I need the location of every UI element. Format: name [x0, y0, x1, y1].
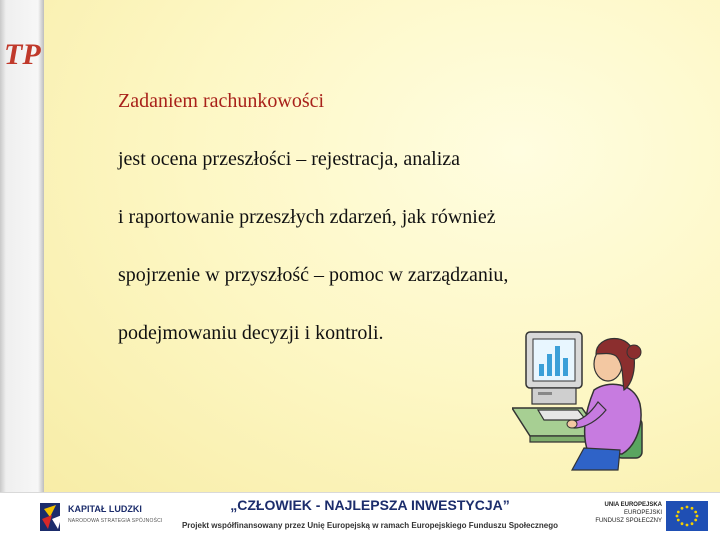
kapital-ludzki-title: KAPITAŁ LUDZKI: [68, 504, 142, 514]
kapital-ludzki-logo: [38, 499, 163, 535]
body-line-1: jest ocena przeszłości – rejestracja, analiza: [118, 148, 461, 170]
body-line-3: spojrzenie w przyszłość – pomoc w zarządzaniu,: [118, 264, 509, 286]
left-side-bar: [0, 0, 44, 492]
slogan-text: „CZŁOWIEK - NAJLEPSZA INWESTYCJA”: [230, 497, 510, 513]
eu-flag-icon: [666, 501, 708, 531]
eu-line-2: EUROPEJSKI: [623, 510, 662, 516]
eu-line-3: FUNDUSZ SPOŁECZNY: [595, 518, 662, 524]
tp-logo: [2, 36, 44, 72]
body-line-4: podejmowaniu decyzji i kontroli.: [118, 322, 384, 344]
tp-logo-icon: [2, 36, 44, 72]
woman-at-computer-icon: [512, 324, 662, 474]
footer-banner: [0, 492, 720, 540]
slide-heading: Zadaniem rachunkowości: [118, 90, 325, 112]
kapital-ludzki-mark-icon: [38, 501, 66, 533]
body-line-2: i raportowanie przeszłych zdarzeń, jak również: [118, 206, 496, 228]
eu-line-1: UNIA EUROPEJSKA: [604, 502, 662, 508]
tp-logo-text: TP: [4, 38, 41, 71]
project-note: Projekt współfinansowany przez Unię Europejską w ramach Europejskiego Funduszu Społecznego: [181, 521, 559, 530]
kapital-ludzki-subtitle: NARODOWA STRATEGIA SPÓJNOŚCI: [68, 518, 163, 524]
eu-text: [592, 501, 662, 525]
